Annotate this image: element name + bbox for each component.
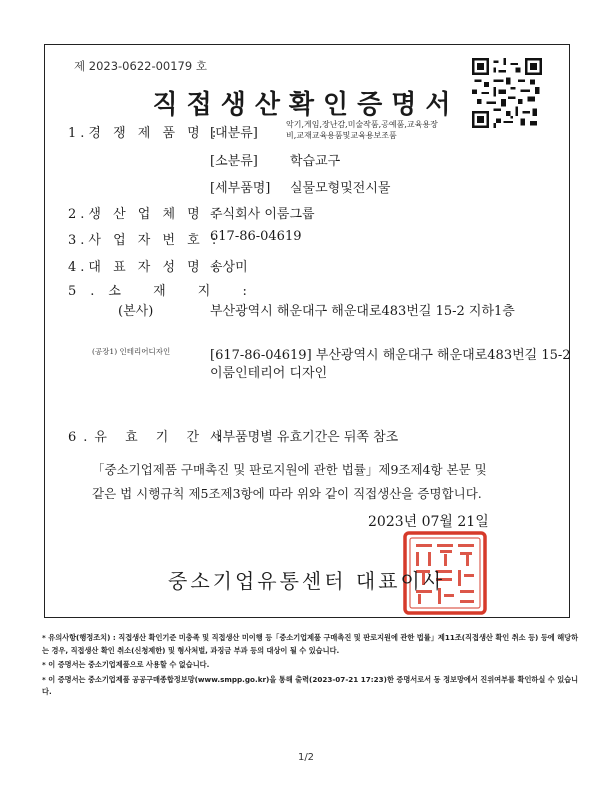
bizno-label: 3.사 업 자 번 호 : (68, 233, 221, 248)
page-number: 1/2 (297, 752, 315, 763)
notes-section (42, 632, 582, 701)
company-value: 주식회사 이룸그룹 (210, 207, 315, 222)
category-detail-tag: [세부품명] (210, 181, 271, 196)
product-label: 1.경 쟁 제 품 명 : (68, 126, 221, 141)
note-item: * 유의사항(행정조치) : 직접생산 확인기준 미충족 및 직접생산 미이행 등「중소기업제품 구매촉진 및 판로지원에 관한 법률」제11조(직접생산 확인 취소 등) 등에 해당하는 경우, 직접생산 확인 취소(신청제한) 및 형사처벌, 과징금 부과 등의 대상이 될 수 있습니다. (42, 633, 579, 655)
category-major-value-line2: 비,교재교육용품및교육용보조품 (286, 131, 397, 140)
document-title: 직접생산확인증명서 (152, 90, 460, 120)
statement-line1: 「중소기업제품 구매촉진 및 판로지원에 관한 법률」제9조제4항 본문 및 (92, 462, 487, 477)
hq-address: 부산광역시 해운대구 해운대로483번길 15-2 지하1층 (210, 304, 515, 319)
issue-date: 2023년 07월 21일 (368, 514, 489, 530)
ceo-value: 송상미 (210, 260, 248, 275)
issuer-name: 중소기업유통센터 대표이사 (168, 569, 446, 593)
validity-value: 세부품명별 유효기간은 뒤쪽 참조 (210, 430, 399, 445)
note-item: * 이 증명서는 중소기업제품으로 사용할 수 없습니다. (42, 660, 210, 669)
address-label: 5.소 재 지 : (68, 284, 261, 299)
factory-address-line2: 이룸인테리어 디자인 (210, 366, 328, 381)
certificate-number: 제 2023-0622-00179 호 (74, 59, 207, 73)
validity-label: 6.유 효 기 간 : (68, 430, 229, 445)
ceo-label: 4.대 표 자 성 명 : (68, 260, 221, 275)
statement-line2: 같은 법 시행규칙 제5조제3항에 따라 위와 같이 직접생산을 증명합니다. (92, 486, 482, 501)
category-detail-value: 실물모형및전시물 (290, 181, 391, 196)
note-item: * 이 증명서는 중소기업제품 공공구매종합정보망(www.smpp.go.kr)을 통해 출력(2023-07-21 17:23)한 증명서로서 동 정보망에서 진위여부를 확인하실 수 있습니다. (42, 674, 579, 696)
company-label: 2.생 산 업 체 명 : (68, 207, 221, 222)
factory-tag: (공장1) 인테리어디자인 (92, 347, 171, 356)
factory-address-line1: [617-86-04619] 부산광역시 해운대구 해운대로483번길 15-2 (210, 348, 571, 363)
category-minor-value: 학습교구 (290, 154, 341, 169)
category-major-value-line1: 악기,게임,장난감,미술작품,공예품,교육용장 (286, 120, 438, 129)
bizno-value: 617-86-04619 (210, 229, 302, 244)
hq-tag: (본사) (118, 304, 154, 319)
category-major-tag: [대분류] (210, 126, 258, 141)
category-minor-tag: [소분류] (210, 154, 258, 169)
